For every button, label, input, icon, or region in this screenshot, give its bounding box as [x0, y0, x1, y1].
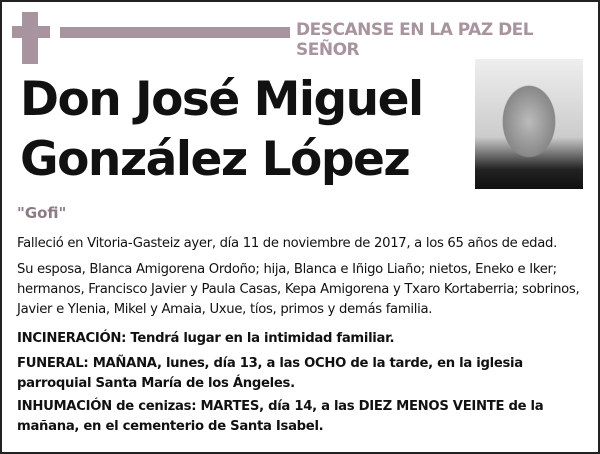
- deceased-name: [20, 70, 423, 190]
- family-list: Su esposa, Blanca Amigorena Ordoño; hija, Blanca e Iñigo Liaño; nietos, Eneko e Iker; hermanos, Francisco Javier y Paula Casas, Kepa Amigorena y Txaro Kortaberria; sobrinos, Javier e Ylenia, Mikel y Amaia, Uxue, tíos, primos y demás familia.: [17, 262, 580, 317]
- incineration-info: INCINERACIÓN: Tendrá lugar en la intimidad familiar.: [17, 331, 395, 346]
- name-line-1: Don José Miguel: [20, 72, 423, 127]
- name-line-2: González López: [20, 132, 410, 187]
- cross-icon-arm: [12, 26, 50, 38]
- cross-icon: [22, 12, 38, 64]
- funeral-info: FUNERAL: MAÑANA, lunes, día 13, a las OCHO de la tarde, en la iglesia parroquial Santa María de los Ángeles.: [17, 356, 523, 391]
- portrait-photo: [475, 59, 583, 189]
- motto: DESCANSE EN LA PAZ DEL SEÑOR: [296, 20, 534, 60]
- burial-info: INHUMACIÓN de cenizas: MARTES, día 14, a las DIEZ MENOS VEINTE de la mañana, en el cementerio de Santa Isabel.: [17, 399, 544, 434]
- death-notice: Falleció en Vitoria-Gasteiz ayer, día 11 de noviembre de 2017, a los 65 años de edad.: [17, 236, 557, 251]
- divider-bar: [60, 27, 290, 38]
- alias: "Gofi": [17, 204, 67, 222]
